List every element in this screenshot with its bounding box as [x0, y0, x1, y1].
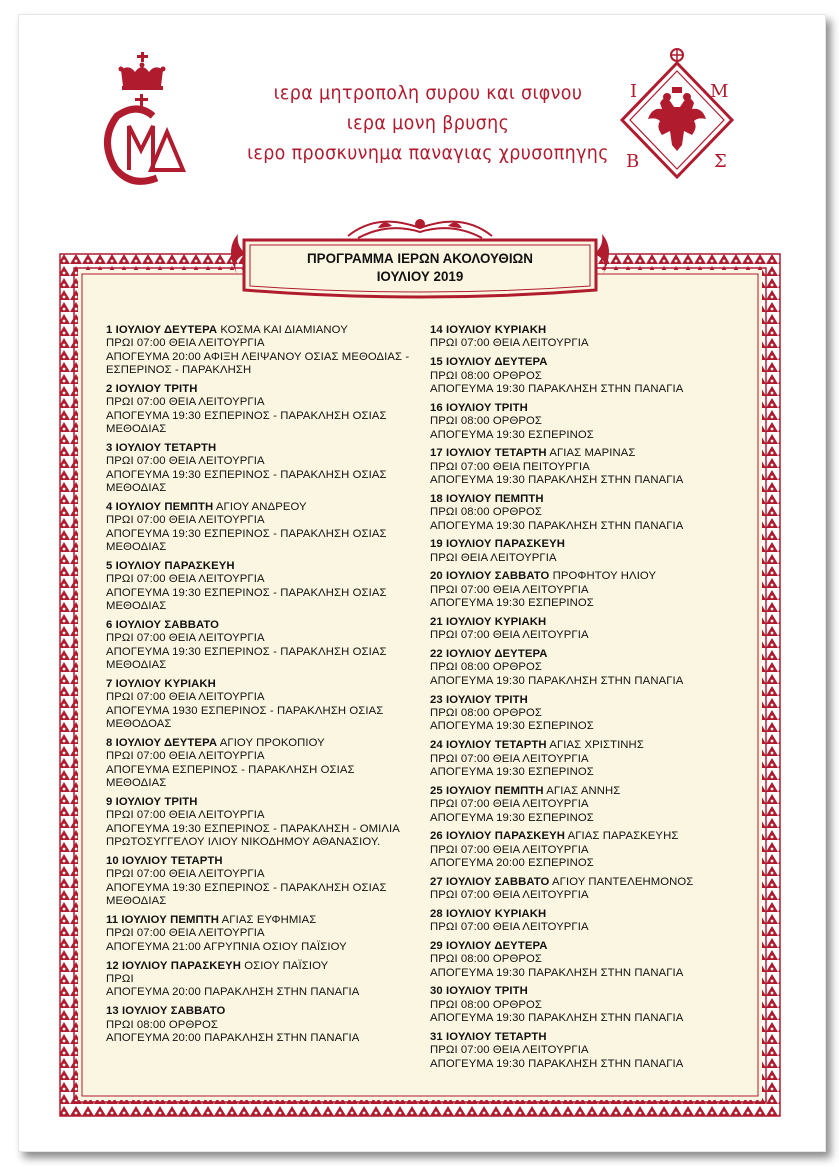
entry-service-line: ΑΠΟΓΕΥΜΑ 19:30 ΠΑΡΑΚΛΗΣΗ ΣΤΗΝ ΠΑΝΑΓΙΑ	[430, 966, 684, 979]
schedule-entry	[430, 324, 730, 351]
entry-day: 30 ΙΟΥΛΙΟΥ ΤΡΙΤΗ	[430, 985, 528, 998]
entry-service-line: ΑΠΟΓΕΥΜΑ 19:30 ΠΑΡΑΚΛΗΣΗ ΣΤΗΝ ΠΑΝΑΓΙΑ	[430, 519, 684, 532]
entry-feast: ΑΓΙΑΣ ΜΑΡΙΝΑΣ	[546, 447, 636, 460]
entry-heading	[430, 493, 730, 506]
schedule-entry	[106, 560, 416, 614]
entry-day: 2 ΙΟΥΛΙΟΥ ΤΡΙΤΗ	[106, 383, 198, 395]
header-titles	[228, 78, 628, 168]
emblem-letter-s: Σ	[714, 151, 727, 172]
entry-day: 20 ΙΟΥΛΙΟΥ ΣΑΒΒΑΤΟ	[430, 570, 550, 583]
entry-service-line: ΑΠΟΓΕΥΜΑ ΕΣΠΕΡΙΝΟΣ - ΠΑΡΑΚΛΗΣΗ ΟΣΙΑΣ ΜΕΘΟΔΙΑΣ	[106, 763, 355, 790]
program-title: ΠΡΟΓΡΑΜΜΑ ΙΕΡΩΝ ΑΚΟΛΟΥΘΙΩΝ	[307, 251, 533, 266]
entry-service-line: ΑΠΟΓΕΥΜΑ 19:30 ΕΣΠΕΡΙΝΟΣ - ΠΑΡΑΚΛΗΣΗ ΟΣΙΑΣ ΜΕΘΟΔΙΑΣ	[106, 881, 387, 908]
entry-service-line: ΑΠΟΓΕΥΜΑ 20:00 ΠΑΡΑΚΛΗΣΗ ΣΤΗΝ ΠΑΝΑΓΙΑ	[106, 986, 360, 999]
entry-heading	[430, 648, 730, 661]
schedule-entry	[430, 570, 730, 610]
entry-day: 24 ΙΟΥΛΙΟΥ ΤΕΤΑΡΤΗ	[430, 739, 547, 752]
entry-service-line: ΠΡΩΙ ΘΕΙΑ ΛΕΙΤΟΥΡΓΙΑ	[430, 551, 557, 564]
entry-feast: ΑΓΙΑΣ ΧΡΙΣΤΙΝΗΣ	[546, 739, 644, 752]
entry-day: 18 ΙΟΥΛΙΟΥ ΠΕΜΠΤΗ	[430, 492, 544, 505]
entry-heading	[430, 830, 730, 843]
entry-heading	[430, 447, 730, 460]
entry-day: 1 ΙΟΥΛΙΟΥ ΔΕΥΤΕΡΑ	[106, 324, 218, 336]
entry-heading	[430, 1031, 730, 1044]
schedule-entry	[106, 737, 416, 791]
program-title-block	[258, 250, 582, 286]
entry-service-line: ΑΠΟΓΕΥΜΑ 19:30 ΕΣΠΕΡΙΝΟΣ - ΠΑΡΑΚΛΗΣΗ ΟΣΙΑΣ ΜΕΘΟΔΙΑΣ	[106, 409, 387, 436]
entry-feast: ΟΣΙΟΥ ΠΑΪΣΙΟΥ	[240, 959, 329, 972]
entry-service-line: ΑΠΟΓΕΥΜΑ 19:30 ΕΣΠΕΡΙΝΟΣ	[430, 428, 594, 441]
entry-heading	[106, 796, 416, 809]
entry-feast: ΠΡΟΦΗΤΟΥ ΗΛΙΟΥ	[549, 570, 657, 583]
schedule-entry	[106, 619, 416, 673]
entry-heading	[430, 785, 730, 798]
emblem-letter-m: Μ	[710, 81, 729, 102]
entry-service-line: ΑΠΟΓΕΥΜΑ 19:30 ΕΣΠΕΡΙΝΟΣ - ΠΑΡΑΚΛΗΣΗ ΟΣΙΑΣ ΜΕΘΟΔΙΑΣ	[106, 586, 387, 613]
entry-service-line: ΠΡΩΙ	[106, 973, 134, 985]
entry-heading	[430, 538, 730, 551]
entry-service-line: ΠΡΩΙ 07:00 ΘΕΙΑ ΛΕΙΤΟΥΡΓΙΑ	[430, 843, 589, 856]
entry-day: 16 ΙΟΥΛΙΟΥ ΤΡΙΤΗ	[430, 401, 528, 414]
entry-service-line: ΠΡΩΙ 08:00 ΟΡΘΡΟΣ	[430, 369, 542, 382]
schedule-entry	[106, 960, 416, 1000]
schedule-column-left	[106, 324, 416, 1051]
entry-day: 27 ΙΟΥΛΙΟΥ ΣΑΒΒΑΤΟ	[430, 875, 550, 888]
entry-heading	[430, 570, 730, 583]
monastery-emblem	[612, 45, 742, 190]
entry-service-line: ΑΠΟΓΕΥΜΑ 19:30 ΠΑΡΑΚΛΗΣΗ ΣΤΗΝ ΠΑΝΑΓΙΑ	[430, 1057, 684, 1070]
entry-heading	[106, 442, 416, 455]
entry-service-line: ΠΡΩΙ 07:00 ΘΕΙΑ ΛΕΙΤΟΥΡΓΙΑ	[430, 629, 589, 642]
schedule-entry	[430, 694, 730, 734]
entry-service-line: ΠΡΩΙ 08:00 ΟΡΘΡΟΣ	[430, 661, 542, 674]
header-line-metropolis: ιερα μητροπολη συρου και σιφνου	[273, 82, 583, 104]
entry-service-line: ΑΠΟΓΕΥΜΑ 1930 ΕΣΠΕΡΙΝΟΣ - ΠΑΡΑΚΛΗΣΗ ΟΣΙΑΣ ΜΕΘΟΔΟΑΣ	[106, 704, 384, 731]
entry-service-line: ΑΠΟΓΕΥΜΑ 19:30 ΠΑΡΑΚΛΗΣΗ ΣΤΗΝ ΠΑΝΑΓΙΑ	[430, 383, 684, 395]
schedule-entry	[430, 493, 730, 533]
entry-service-line: ΠΡΩΙ 07:00 ΘΕΙΑ ΛΕΙΤΟΥΡΓΙΑ	[106, 750, 265, 763]
entry-service-line: ΠΡΩΙ 08:00 ΟΡΘΡΟΣ	[430, 415, 542, 428]
entry-heading	[430, 694, 730, 707]
entry-day: 5 ΙΟΥΛΙΟΥ ΠΑΡΑΣΚΕΥΗ	[106, 560, 235, 572]
entry-heading	[106, 678, 416, 691]
entry-service-line: ΠΡΩΙ 07:00 ΘΕΙΑ ΠΕΙΤΟΥΡΓΙΑ	[430, 460, 590, 473]
entry-service-line: ΠΡΩΙ 08:00 ΟΡΘΡΟΣ	[106, 1018, 218, 1031]
entry-service-line: ΑΠΟΓΕΥΜΑ 19:30 ΠΑΡΑΚΛΗΣΗ ΣΤΗΝ ΠΑΝΑΓΙΑ	[430, 474, 684, 487]
header-line-monastery: ιερα μονη βρυσης	[346, 112, 510, 134]
schedule-entry	[430, 648, 730, 688]
entry-day: 15 ΙΟΥΛΙΟΥ ΔΕΥΤΕΡΑ	[430, 356, 548, 369]
entry-day: 3 ΙΟΥΛΙΟΥ ΤΕΤΑΡΤΗ	[106, 442, 217, 454]
schedule-entry	[430, 876, 730, 903]
entry-heading	[430, 876, 730, 889]
entry-service-line: ΠΡΩΙ 07:00 ΘΕΙΑ ΛΕΙΤΟΥΡΓΙΑ	[430, 1044, 589, 1057]
schedule-entry	[430, 785, 730, 825]
entry-service-line: ΑΠΟΓΕΥΜΑ 21:00 ΑΓΡΥΠΝΙΑ ΟΣΙΟΥ ΠΑΪΣΙΟΥ	[106, 940, 347, 953]
entry-heading	[106, 560, 416, 573]
entry-day: 8 ΙΟΥΛΙΟΥ ΔΕΥΤΕΡΑ	[106, 737, 218, 749]
entry-service-line: ΑΠΟΓΕΥΜΑ 19:30 ΕΣΠΕΡΙΝΟΣ - ΠΑΡΑΚΛΗΣΗ - ΟΜΙΛΙΑ ΠΡΩΤΟΣΥΓΓΕΛΟΥ ΙΛΙΟΥ ΝΙΚΟΔΗΜΟΥ ΑΘΑΝΑΣΙΟΥ.	[106, 822, 400, 849]
entry-day: 6 ΙΟΥΛΙΟΥ ΣΑΒΒΑΤΟ	[106, 619, 220, 631]
entry-day: 11 ΙΟΥΛΙΟΥ ΠΕΜΠΤΗ	[106, 914, 220, 926]
entry-day: 19 ΙΟΥΛΙΟΥ ΠΑΡΑΣΚΕΥΗ	[430, 538, 565, 551]
entry-service-line: ΠΡΩΙ 08:00 ΟΡΘΡΟΣ	[430, 998, 542, 1011]
entry-service-line: ΠΡΩΙ 08:00 ΟΡΘΡΟΣ	[430, 953, 542, 966]
header-line-shrine: ιερο προσκυνημα παναγιας χρυσοπηγης	[247, 142, 609, 164]
schedule-entry	[106, 914, 416, 954]
entry-day: 14 ΙΟΥΛΙΟΥ ΚΥΡΙΑΚΗ	[430, 324, 547, 336]
entry-feast: ΑΓΙΟΥ ΠΡΟΚΟΠΙΟΥ	[217, 737, 325, 749]
entry-service-line: ΠΡΩΙ 07:00 ΘΕΙΑ ΛΕΙΤΟΥΡΓΙΑ	[430, 583, 589, 596]
entry-heading	[430, 739, 730, 752]
entry-day: 4 ΙΟΥΛΙΟΥ ΠΕΜΠΤΗ	[106, 501, 214, 513]
entry-service-line: ΠΡΩΙ 07:00 ΘΕΙΑ ΛΕΙΤΟΥΡΓΙΑ	[106, 927, 265, 940]
entry-day: 21 ΙΟΥΛΙΟΥ ΚΥΡΙΑΚΗ	[430, 615, 547, 628]
program-month: ΙΟΥΛΙΟΥ 2019	[376, 269, 464, 284]
entry-service-line: ΑΠΟΓΕΥΜΑ 19:30 ΕΣΠΕΡΙΝΟΣ - ΠΑΡΑΚΛΗΣΗ ΟΣΙΑΣ ΜΕΘΟΔΙΑΣ	[106, 468, 387, 495]
entry-day: 17 ΙΟΥΛΙΟΥ ΤΕΤΑΡΤΗ	[430, 447, 547, 460]
entry-service-line: ΑΠΟΓΕΥΜΑ 19:30 ΕΣΠΕΡΙΝΟΣ	[430, 720, 594, 733]
entry-day: 22 ΙΟΥΛΙΟΥ ΔΕΥΤΕΡΑ	[430, 648, 548, 661]
entry-day: 23 ΙΟΥΛΙΟΥ ΤΡΙΤΗ	[430, 693, 528, 706]
entry-heading	[430, 985, 730, 998]
emblem-letter-i: Ι	[630, 81, 638, 102]
entry-day: 26 ΙΟΥΛΙΟΥ ΠΑΡΑΣΚΕΥΗ	[430, 830, 565, 843]
entry-service-line: ΠΡΩΙ 07:00 ΘΕΙΑ ΛΕΙΤΟΥΡΓΙΑ	[106, 632, 265, 645]
schedule-entry	[106, 1005, 416, 1045]
entry-service-line: ΠΡΩΙ 07:00 ΘΕΙΑ ΛΕΙΤΟΥΡΓΙΑ	[430, 889, 589, 902]
entry-service-line: ΠΡΩΙ 07:00 ΘΕΙΑ ΛΕΙΤΟΥΡΓΙΑ	[106, 809, 265, 822]
entry-heading	[106, 1005, 416, 1018]
entry-service-line: ΑΠΟΓΕΥΜΑ 19:30 ΕΣΠΕΡΙΝΟΣ	[430, 766, 594, 779]
schedule-entry	[430, 538, 730, 565]
entry-heading	[430, 402, 730, 415]
entry-service-line: ΑΠΟΓΕΥΜΑ 19:30 ΕΣΠΕΡΙΝΟΣ	[430, 811, 594, 824]
entry-service-line: ΠΡΩΙ 07:00 ΘΕΙΑ ΛΕΙΤΟΥΡΓΙΑ	[106, 691, 265, 704]
entry-heading	[106, 324, 416, 337]
entry-day: 10 ΙΟΥΛΙΟΥ ΤΕΤΑΡΤΗ	[106, 855, 223, 867]
entry-feast: ΑΓΙΟΥ ΑΝΔΡΕΟΥ	[213, 501, 307, 513]
schedule-entry	[106, 796, 416, 850]
schedule-entry	[106, 383, 416, 437]
entry-service-line: ΑΠΟΓΕΥΜΑ 19:30 ΕΣΠΕΡΙΝΟΣ - ΠΑΡΑΚΛΗΣΗ ΟΣΙΑΣ ΜΕΘΟΔΙΑΣ	[106, 645, 387, 672]
entry-service-line: ΠΡΩΙ 07:00 ΘΕΙΑ ΛΕΙΤΟΥΡΓΙΑ	[106, 573, 265, 586]
entry-service-line: ΠΡΩΙ 07:00 ΘΕΙΑ ΛΕΙΤΟΥΡΓΙΑ	[106, 868, 265, 881]
schedule-entry	[430, 908, 730, 935]
entry-day: 7 ΙΟΥΛΙΟΥ ΚΥΡΙΑΚΗ	[106, 678, 216, 690]
entry-service-line: ΠΡΩΙ 07:00 ΘΕΙΑ ΛΕΙΤΟΥΡΓΙΑ	[430, 798, 589, 811]
entry-heading	[106, 914, 416, 927]
schedule-entry	[106, 501, 416, 555]
entry-heading	[430, 324, 730, 337]
entry-feast: ΑΓΙΑΣ ΠΑΡΑΣΚΕΥΗΣ	[564, 830, 679, 843]
schedule-entry	[430, 739, 730, 779]
entry-day: 25 ΙΟΥΛΙΟΥ ΠΕΜΠΤΗ	[430, 784, 544, 797]
entry-service-line: ΑΠΟΓΕΥΜΑ 19:30 ΕΣΠΕΡΙΝΟΣ - ΠΑΡΑΚΛΗΣΗ ΟΣΙΑΣ ΜΕΘΟΔΙΑΣ	[106, 527, 387, 554]
entry-heading	[430, 616, 730, 629]
entry-service-line: ΑΠΟΓΕΥΜΑ 19:30 ΠΑΡΑΚΛΗΣΗ ΣΤΗΝ ΠΑΝΑΓΙΑ	[430, 674, 684, 687]
entry-heading	[430, 908, 730, 921]
schedule-entry	[430, 940, 730, 980]
entry-service-line: ΠΡΩΙ 07:00 ΘΕΙΑ ΛΕΙΤΟΥΡΓΙΑ	[106, 455, 265, 468]
entry-feast: ΑΓΙΑΣ ΕΥΦΗΜΙΑΣ	[219, 914, 317, 926]
entry-heading	[106, 737, 416, 750]
entry-service-line: ΠΡΩΙ 07:00 ΘΕΙΑ ΛΕΙΤΟΥΡΓΙΑ	[106, 396, 265, 409]
entry-heading	[106, 619, 416, 632]
entry-service-line: ΠΡΩΙ 07:00 ΘΕΙΑ ΛΕΙΤΟΥΡΓΙΑ	[430, 921, 589, 934]
entry-service-line: ΑΠΟΓΕΥΜΑ 19:30 ΕΣΠΕΡΙΝΟΣ	[430, 597, 594, 610]
entry-day: 12 ΙΟΥΛΙΟΥ ΠΑΡΑΣΚΕΥΗ	[106, 959, 241, 972]
entry-day: 29 ΙΟΥΛΙΟΥ ΔΕΥΤΕΡΑ	[430, 939, 548, 952]
entry-service-line: ΑΠΟΓΕΥΜΑ 20:00 ΑΦΙΞΗ ΛΕΙΨΑΝΟΥ ΟΣΙΑΣ ΜΕΘΟΔΙΑΣ - ΕΣΠΕΡΙΝΟΣ - ΠΑΡΑΚΛΗΣΗ	[106, 350, 410, 377]
schedule-entry	[430, 356, 730, 396]
schedule-entry	[106, 855, 416, 909]
schedule-column-right	[430, 324, 730, 1077]
schedule-entry	[430, 985, 730, 1025]
entry-feast: ΑΓΙΟΥ ΠΑΝΤΕΛΕΗΜΟΝΟΣ	[549, 875, 694, 888]
entry-service-line: ΠΡΩΙ 08:00 ΟΡΘΡΟΣ	[430, 506, 542, 519]
entry-service-line: ΠΡΩΙ 07:00 ΘΕΙΑ ΛΕΙΤΟΥΡΓΙΑ	[430, 752, 589, 765]
entry-feast: ΑΓΙΑΣ ΑΝΝΗΣ	[543, 784, 621, 797]
entry-service-line: ΠΡΩΙ 07:00 ΘΕΙΑ ΛΕΙΤΟΥΡΓΙΑ	[430, 337, 589, 350]
entry-heading	[430, 940, 730, 953]
schedule-entry	[430, 1031, 730, 1071]
metropolis-monogram-logo	[95, 50, 195, 200]
entry-service-line: ΠΡΩΙ 08:00 ΟΡΘΡΟΣ	[430, 707, 542, 720]
entry-day: 31 ΙΟΥΛΙΟΥ ΤΕΤΑΡΤΗ	[430, 1031, 547, 1044]
entry-day: 13 ΙΟΥΛΙΟΥ ΣΑΒΒΑΤΟ	[106, 1005, 226, 1018]
schedule-entry	[430, 447, 730, 487]
entry-heading	[106, 383, 416, 396]
schedule-entry	[430, 402, 730, 442]
entry-heading	[430, 356, 730, 369]
entry-heading	[106, 501, 416, 514]
entry-service-line: ΠΡΩΙ 07:00 ΘΕΙΑ ΛΕΙΤΟΥΡΓΙΑ	[106, 337, 265, 350]
entry-day: 9 ΙΟΥΛΙΟΥ ΤΡΙΤΗ	[106, 796, 198, 808]
entry-service-line: ΑΠΟΓΕΥΜΑ 19:30 ΠΑΡΑΚΛΗΣΗ ΣΤΗΝ ΠΑΝΑΓΙΑ	[430, 1012, 684, 1025]
entry-feast: ΚΟΣΜΑ ΚΑΙ ΔΙΑΜΙΑΝΟΥ	[217, 324, 348, 336]
schedule-entry	[106, 678, 416, 732]
entry-heading	[106, 960, 416, 973]
schedule-entry	[106, 442, 416, 496]
entry-service-line: ΠΡΩΙ 07:00 ΘΕΙΑ ΛΕΙΤΟΥΡΓΙΑ	[106, 514, 265, 527]
schedule-entry	[430, 616, 730, 643]
emblem-letter-v: Β	[626, 151, 640, 172]
schedule-entry	[106, 324, 416, 378]
entry-day: 28 ΙΟΥΛΙΟΥ ΚΥΡΙΑΚΗ	[430, 907, 547, 920]
entry-service-line: ΑΠΟΓΕΥΜΑ 20:00 ΠΑΡΑΚΛΗΣΗ ΣΤΗΝ ΠΑΝΑΓΙΑ	[106, 1032, 360, 1044]
schedule-entry	[430, 830, 730, 870]
entry-heading	[106, 855, 416, 868]
entry-service-line: ΑΠΟΓΕΥΜΑ 20:00 ΕΣΠΕΡΙΝΟΣ	[430, 857, 594, 870]
